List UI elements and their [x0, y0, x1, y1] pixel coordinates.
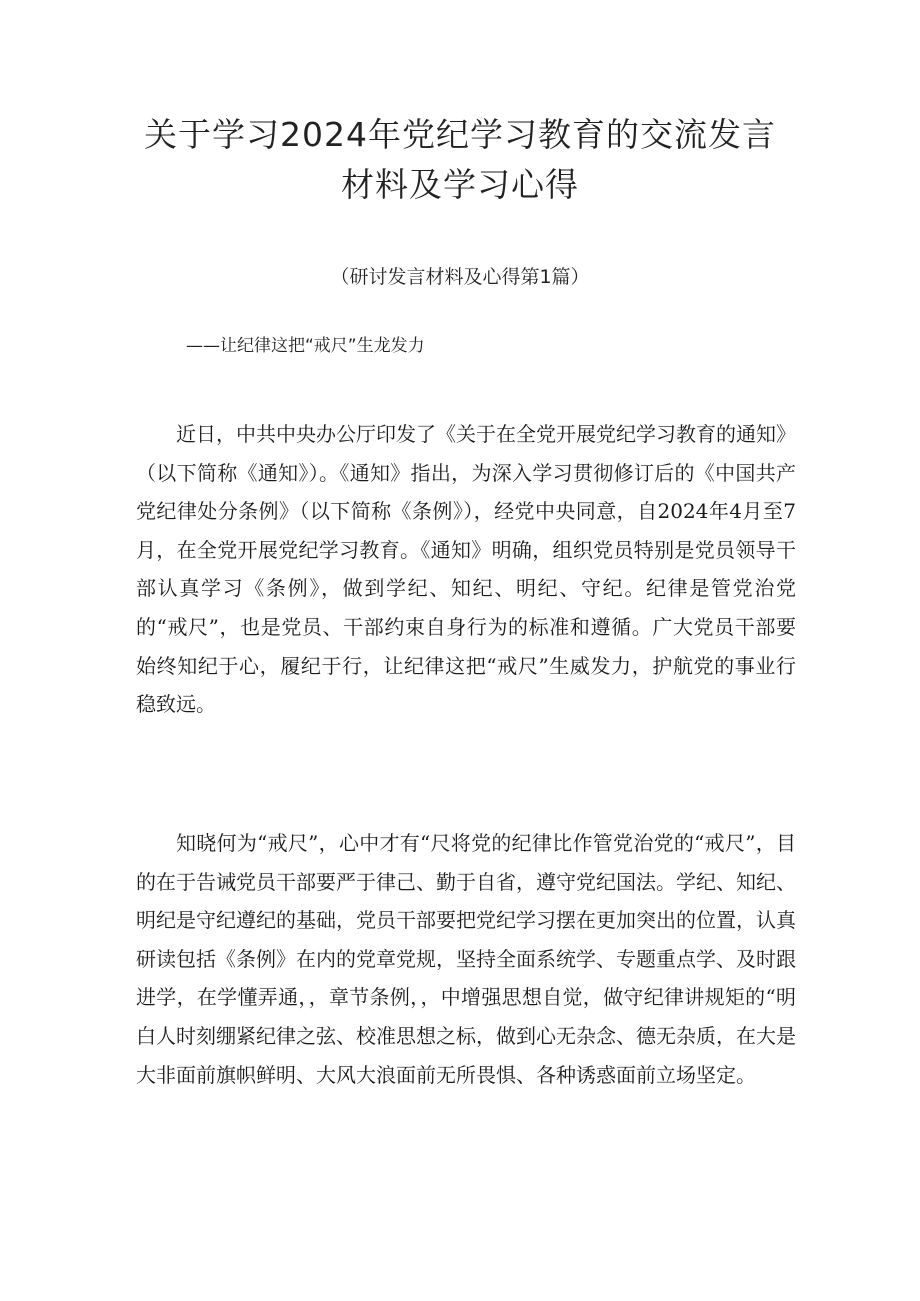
- document-subtitle: （研讨发言材料及心得第1篇）: [330, 266, 590, 288]
- document-title-line-1: 关于学习2024年党纪学习教育的交流发言: [144, 115, 776, 154]
- body-paragraph-1: 近日，中共中央办公厅印发了《关于在全党开展党纪学习教育的通知》（以下简称《通知》）。《通知》指出，为深入学习贯彻修订后的《中国共产党纪律处分条例》（以下简称《条例》），经党中央同意，自2024年4月至7月，在全党开展党纪学习教育。《通知》明确，组织党员特别是党员领导干部认真学习《条例》，做到学纪、知纪、明纪、守纪。纪律是管党治党的“戒尺”，也是党员、干部约束自身行为的标准和遵循。广大党员干部要始终知纪于心，履纪于行，让纪律这把“戒尺”生威发力，护航党的事业行稳致远。: [136, 422, 796, 717]
- document-tagline: ——让纪律这把“戒尺”生龙发力: [186, 336, 425, 356]
- body-paragraph-2: 知晓何为“戒尺”，心中才有“尺将党的纪律比作管党治党的“戒尺”，目的在于告诫党员干部要严于律己、勤于自省，遵守党纪国法。学纪、知纪、明纪是守纪遵纪的基础，党员干部要把党纪学习摆在更加突出的位置，认真研读包括《条例》在内的党章党规，坚持全面系统学、专题重点学、及时跟进学，在学懂弄通，，章节条例，，中增强思想自觉，做守纪律讲规矩的“明白人时刻绷紧纪律之弦、校准思想之标，做到心无杂念、德无杂质，在大是大非面前旗帜鲜明、大风大浪面前无所畏惧、各种诱惑面前立场坚定。: [136, 831, 796, 1087]
- document-title-line-2: 材料及学习心得: [341, 165, 579, 204]
